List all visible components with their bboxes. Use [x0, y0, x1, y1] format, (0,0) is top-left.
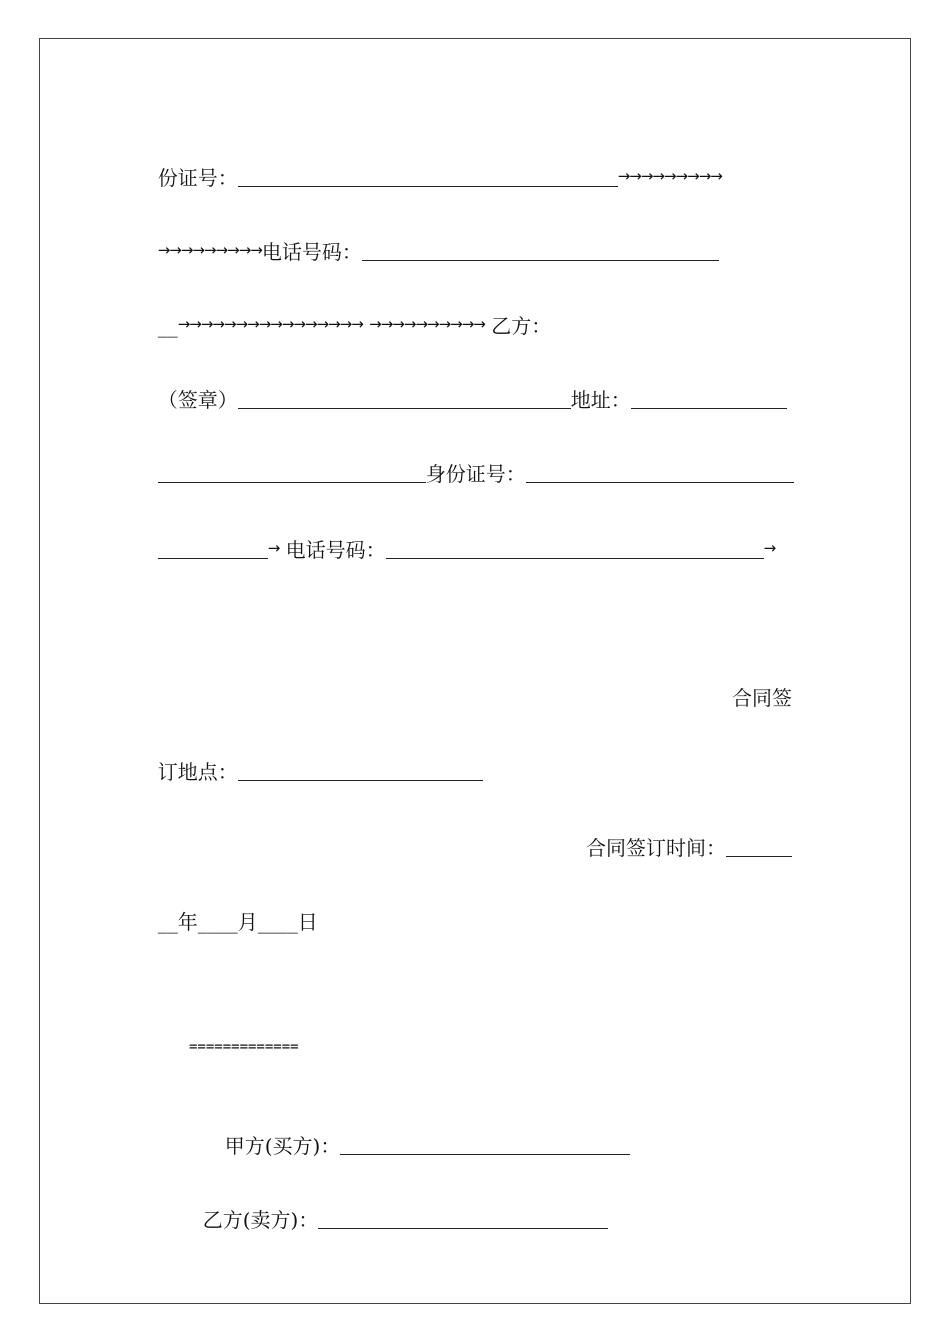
row-sign-time	[573, 812, 792, 860]
year-label: 年	[177, 910, 198, 934]
id-number-blank-cont[interactable]	[158, 539, 268, 559]
buyer-label: 甲方(买方)：	[224, 1134, 341, 1158]
seller-label: 乙方(卖方)：	[202, 1208, 319, 1232]
day-blank: ____	[257, 910, 298, 934]
row-contract-sign	[719, 662, 792, 710]
row-party-b	[145, 288, 551, 338]
id-number-label: 身份证号：	[425, 462, 526, 486]
seal-blank[interactable]	[238, 389, 571, 409]
row-id-number-2	[145, 438, 794, 486]
arrow-icon: →	[763, 539, 776, 557]
sign-place-label: 订地点：	[157, 760, 238, 784]
row-seal-address	[145, 364, 787, 412]
row-phone-2	[145, 512, 775, 562]
row-phone	[145, 214, 719, 264]
sign-place-blank[interactable]	[238, 761, 483, 781]
separator: =============	[189, 1039, 299, 1055]
row-buyer	[212, 1110, 630, 1158]
row-sign-place	[145, 736, 483, 784]
phone-label: 电话号码：	[285, 538, 386, 562]
buyer-blank[interactable]	[340, 1135, 630, 1155]
seller-blank[interactable]	[318, 1209, 608, 1229]
id-number-blank[interactable]	[238, 167, 618, 187]
sign-time-blank[interactable]	[726, 837, 792, 857]
month-label: 月	[237, 910, 258, 934]
id-number-blank[interactable]	[526, 463, 794, 483]
seal-label: （签章）	[157, 388, 238, 412]
phone-label: 电话号码：	[261, 240, 362, 264]
arrow-sequence: →→→→→→→→→→	[369, 315, 485, 333]
month-blank: ____	[197, 910, 238, 934]
address-label: 地址：	[570, 388, 631, 412]
address-blank-cont[interactable]	[158, 463, 426, 483]
arrow-sequence: →→→→→→→→→	[617, 167, 722, 185]
id-number-label: 份证号：	[157, 166, 238, 190]
arrow-icon: →	[267, 539, 280, 557]
arrow-sequence: →→→→→→→→→→→→→→→→	[177, 315, 363, 333]
sign-time-label: 合同签订时间：	[586, 836, 726, 860]
address-blank[interactable]	[631, 389, 787, 409]
contract-sign-label: 合同签	[732, 686, 792, 710]
row-seller	[190, 1184, 608, 1232]
party-b-label: 乙方：	[491, 314, 552, 338]
phone-blank[interactable]	[362, 241, 719, 261]
row-date	[145, 886, 318, 934]
lead-blank: __	[157, 910, 178, 934]
row-id-number	[145, 140, 722, 190]
day-label: 日	[297, 910, 318, 934]
lead-blank: __	[157, 314, 178, 338]
arrow-sequence: →→→→→→→→→	[157, 241, 262, 259]
phone-blank[interactable]	[386, 539, 764, 559]
